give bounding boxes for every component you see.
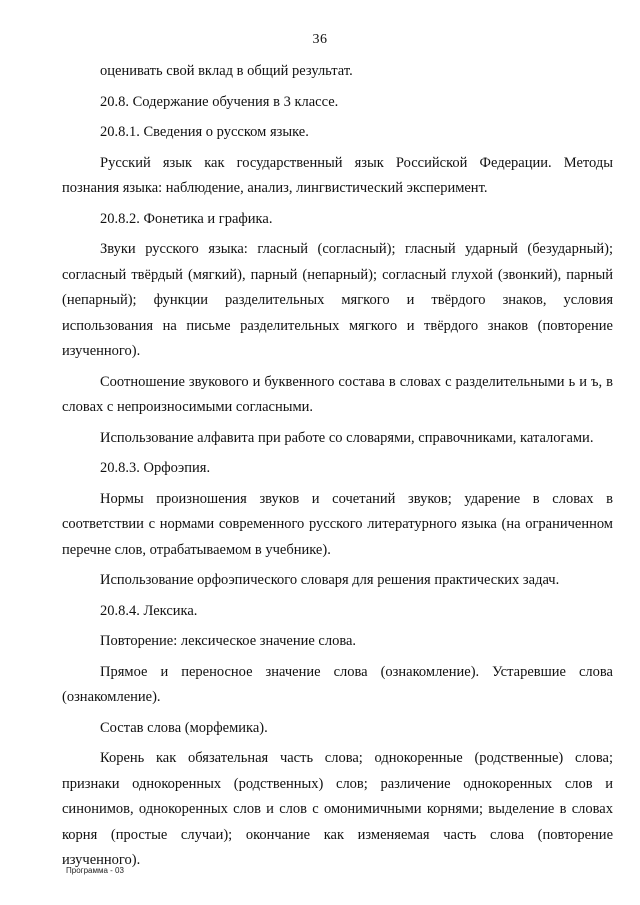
subsection-heading-morphemics: Состав слова (морфемика). <box>100 719 268 736</box>
paragraph-continuation: оценивать свой вклад в общий результат. <box>100 63 353 79</box>
section-heading-20-8-3: 20.8.3. Орфоэпия. <box>100 460 211 476</box>
paragraph-lexical-meaning: Повторение: лексическое значение слова. <box>100 633 357 649</box>
section-heading-20-8-4: 20.8.4. Лексика. <box>100 602 198 619</box>
section-heading-20-8: 20.8. Содержание обучения в 3 классе. <box>100 93 339 110</box>
section-heading-20-8-1: 20.8.1. Сведения о русском языке. <box>100 124 309 140</box>
paragraph-sounds: Звуки русского языка: гласный (согласный); гласный ударный (безударный); согласный твёрдый (мягкий), парный (непарный); согласный глухой (звонкий), парный (непарный); функции разделительных мягкого и твёрдого знаков, условия использования на письме разделительных мягкого и твёрдого знаков (повторение изученного). <box>62 241 613 359</box>
footer-program-label: Программа - 03 <box>66 866 124 875</box>
paragraph-pronunciation-norms: Нормы произношения звуков и сочетаний звуков; ударение в словах в соответствии с нормами современного русского литературного языка (на ограниченном перечне слов, отрабатываемом в учебнике). <box>62 490 613 558</box>
paragraph-orthoepic-dictionary: Использование орфоэпического словаря для решения практических задач. <box>100 572 560 588</box>
section-heading-20-8-2: 20.8.2. Фонетика и графика. <box>100 210 273 227</box>
paragraph-russian-language: Русский язык как государственный язык Российской Федерации. Методы познания языка: наблюдение, анализ, лингвистический эксперимент. <box>62 154 613 196</box>
document-body <box>62 59 613 879</box>
paragraph-sound-letter-ratio: Соотношение звукового и буквенного состава в словах с разделительными ь и ъ, в словах с непроизносимыми согласными. <box>62 373 613 415</box>
page-number: 36 <box>312 32 328 47</box>
paragraph-direct-figurative-meaning: Прямое и переносное значение слова (ознакомление). Устаревшие слова (ознакомление). <box>62 663 613 705</box>
paragraph-alphabet-usage: Использование алфавита при работе со словарями, справочниками, каталогами. <box>100 429 594 446</box>
paragraph-root: Корень как обязательная часть слова; однокоренные (родственные) слова; признаки однокоренных (родственных) слов; различение однокоренных слов и синонимов, однокоренных слов и слов с омонимичными корнями; выделение в словах корня (простые случаи); окончание как изменяемая часть слова (повторение изученного). <box>62 750 613 868</box>
